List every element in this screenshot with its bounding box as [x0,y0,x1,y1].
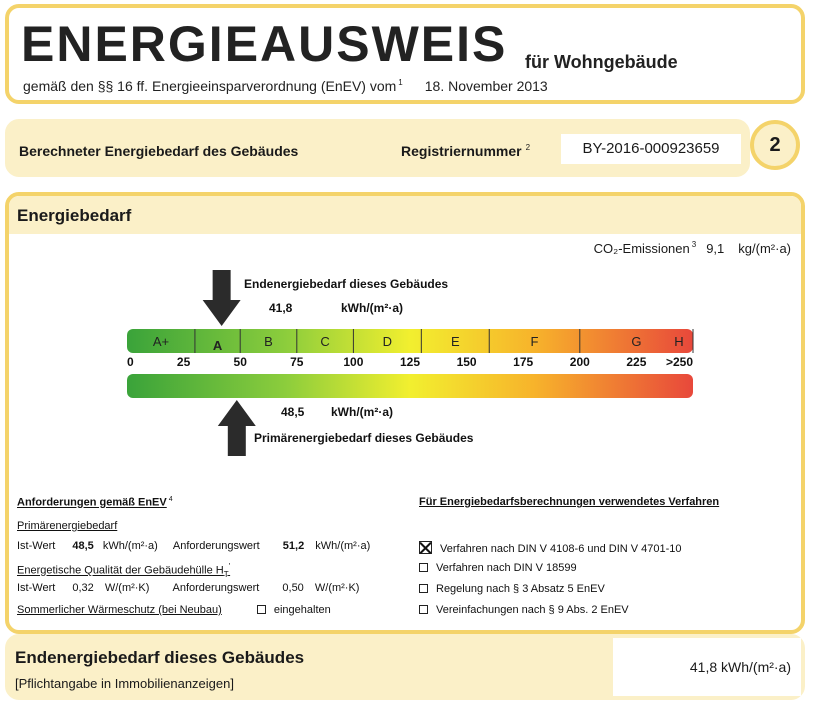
requirements-heading [17,496,173,509]
summer-option-label: eingehalten [273,604,331,616]
primary-anf-label: Anforderungswert [172,540,260,552]
document-subtitle: für Wohngebäude [525,52,678,72]
scale-tick-label: 100 [343,355,364,369]
scale-tick-label: 75 [290,355,304,369]
co2-label: CO₂-Emissionen [593,241,690,256]
method-checkbox[interactable] [419,584,428,593]
methods-heading-text: Für Energiebedarfsberechnungen verwendetes Verfahren [419,496,720,508]
co2-unit: kg/(m²·a) [738,241,791,256]
registry-label-text: Registriernummer [401,143,522,159]
energy-class-label: F [530,334,539,349]
energy-panel [5,192,805,634]
quality-ist-value: 0,32 [72,582,94,594]
method-item[interactable] [419,604,629,616]
energy-class-label: E [450,334,460,349]
primary-anf-unit: kWh/(m²·a) [315,540,371,552]
quality-ist-unit: W/(m²·K) [104,582,150,594]
primary-anf-value: 51,2 [282,540,305,552]
method-checkbox[interactable] [419,563,428,572]
registry-number: BY-2016-000923659 [561,134,741,164]
primary-ist-value: 48,5 [72,540,94,552]
footer-value: 41,8 kWh/(m²·a) [613,638,801,696]
summer-row [17,604,331,616]
method-item[interactable] [419,583,605,595]
scale-tick-label: 225 [626,355,647,369]
end-energy-unit: kWh/(m²·a) [341,301,403,315]
footer-panel [5,634,805,700]
method-item[interactable] [419,541,682,555]
end-energy-label: Endenergiebedarf dieses Gebäudes [244,277,449,291]
energy-panel-title: Energiebedarf [17,206,132,225]
co2-emissions [594,240,791,256]
section-bar [5,119,750,177]
legal-date: 18. November 2013 [424,78,548,94]
arrow-up-shape [218,400,256,456]
primary-energy-value: 48,5 [281,405,305,419]
primary-energy-label: Primärenergiebedarf dieses Gebäudes [254,431,474,445]
scale-tick-label: 25 [176,355,191,369]
energy-class-label: A [212,338,223,353]
legal-basis [23,78,548,94]
energy-panel-header [9,196,801,234]
quality-anf-value: 0,50 [282,582,304,594]
scale-tick-label: 50 [233,355,247,369]
quality-heading [17,562,230,579]
section-label: Berechneter Energiebedarf des Gebäudes [19,143,299,159]
requirements-footnote: 4 [168,496,173,503]
scale-tick-label: 125 [399,355,421,369]
methods-heading [419,496,719,508]
method-checkbox[interactable] [419,605,428,614]
summer-option[interactable] [257,604,331,616]
method-label: Vereinfachungen nach § 9 Abs. 2 EnEV [436,604,629,616]
scale-tick-label: 0 [127,355,134,369]
primary-heading: Primärenergiebedarf [17,520,118,532]
registry-footnote: 2 [525,143,531,152]
page-number-badge: 2 [750,120,800,170]
header-panel [5,4,805,104]
end-energy-arrow [203,270,241,326]
energy-class-label: A+ [152,334,170,349]
quality-heading-text: Energetische Qualität der Gebäudehülle H [17,564,224,577]
energy-scale [109,256,709,456]
method-label: Verfahren nach DIN V 4108-6 und DIN V 4701-10 [440,543,682,555]
scale-tick-label: 200 [569,355,590,369]
method-label: Regelung nach § 3 Absatz 5 EnEV [436,583,605,595]
quality-anf-label: Anforderungswert [172,582,260,594]
method-checkbox-checked[interactable] [419,541,432,554]
arrow-down-shape [203,270,241,326]
legal-text: gemäß den §§ 16 ff. Energieeinsparverordnung (EnEV) vom [23,78,397,94]
scale-tick-label: 150 [456,355,477,369]
primary-band [127,374,693,398]
primary-energy-unit: kWh/(m²·a) [331,405,393,419]
method-label: Verfahren nach DIN V 18599 [436,562,577,574]
primary-row [17,540,370,552]
scale-tick-label: >250 [665,355,693,369]
energy-class-label: G [631,334,642,349]
energy-class-label: C [320,334,330,349]
primary-energy-arrow [218,400,256,456]
energy-class-label: D [382,334,393,349]
summer-label: Sommerlicher Wärmeschutz (bei Neubau) [17,604,222,616]
requirements-heading-text: Anforderungen gemäß EnEV [17,496,167,509]
primary-ist-label: Ist-Wert [17,540,56,552]
registry-label [401,143,530,159]
legal-footnote: 1 [398,78,403,87]
energy-class-label: H [674,334,684,349]
co2-value: 9,1 [706,241,725,256]
co2-footnote: 3 [691,240,697,249]
summer-checkbox[interactable] [257,605,266,614]
end-energy-value: 41,8 [269,301,293,315]
footer-title: Endenergiebedarf dieses Gebäudes [15,648,305,667]
quality-row [17,582,359,594]
primary-ist-unit: kWh/(m²·a) [102,540,158,552]
tick-labels [127,355,693,369]
quality-sub: T [223,569,229,579]
quality-sup: ' [228,562,231,571]
scale-tick-label: 175 [513,355,534,369]
quality-anf-unit: W/(m²·K) [314,582,360,594]
document-title: ENERGIEAUSWEIS [21,16,508,72]
method-item[interactable] [419,562,577,574]
energy-class-label: B [264,334,273,349]
quality-ist-label: Ist-Wert [17,582,56,594]
footer-subtitle: [Pflichtangabe in Immobilienanzeigen] [15,676,234,691]
